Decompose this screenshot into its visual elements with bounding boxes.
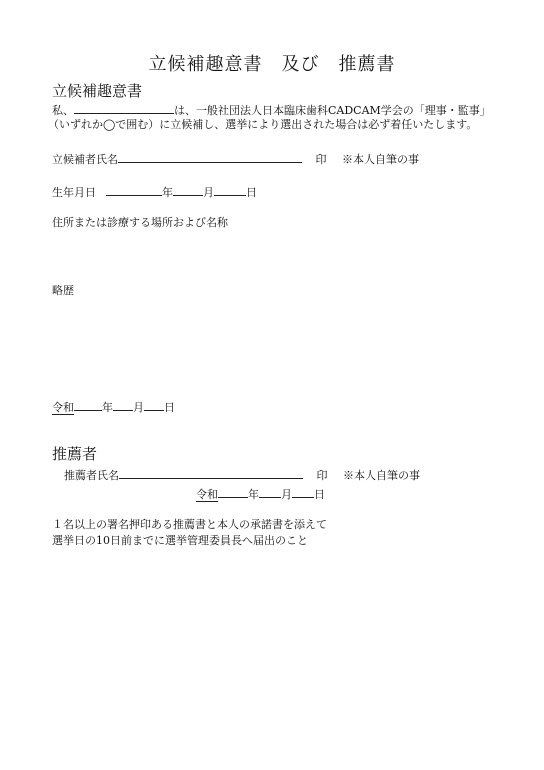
- recommender-name-label: 推薦者氏名: [64, 469, 119, 482]
- intent-year-label: 年: [102, 401, 113, 414]
- document-title: 立候補趣意書 及び 推薦書: [148, 54, 396, 75]
- intent-statement-line1: [52, 101, 491, 118]
- recommender-name-row: [64, 466, 420, 483]
- candidate-name-label: 立候補者氏名: [52, 153, 118, 166]
- intent-day-label: 日: [164, 401, 175, 414]
- recommend-year-label: 年: [248, 488, 259, 501]
- birth-day-label: 日: [246, 186, 257, 199]
- statement-body: は、一般社団法人日本臨床歯科CADCAM学会の「理事・監事」: [174, 104, 491, 117]
- intent-year-field[interactable]: [74, 398, 102, 411]
- statement-prefix: 私、: [52, 104, 74, 117]
- note-line2: 選挙日の10日前までに選挙管理委員長へ届出のこと: [52, 534, 308, 547]
- intent-day-field[interactable]: [144, 398, 164, 411]
- history-label: 略歴: [52, 284, 74, 297]
- intent-month-label: 月: [133, 401, 144, 414]
- recommender-name-field[interactable]: [119, 466, 303, 479]
- seal-mark: 印: [315, 153, 327, 166]
- recommend-year-field[interactable]: [218, 485, 248, 498]
- address-label: 住所または診療する場所および名称: [52, 216, 228, 229]
- recommend-month-field[interactable]: [259, 485, 281, 498]
- recommend-month-label: 月: [281, 488, 292, 501]
- intent-date-row: [52, 398, 175, 415]
- recommend-day-field[interactable]: [292, 485, 314, 498]
- birth-year-field[interactable]: [106, 183, 162, 196]
- recommender-seal-mark: 印: [316, 469, 328, 482]
- seal-note: ※本人自筆の事: [342, 153, 419, 166]
- candidate-name-row: [52, 150, 419, 167]
- intent-heading: 立候補趣意書: [52, 82, 143, 100]
- birthdate-row: [52, 183, 257, 200]
- intent-statement-line2: （いずれか◯で囲む）に立候補し、選挙により選出された場合は必ず着任いたします。: [48, 118, 478, 131]
- intent-month-field[interactable]: [113, 398, 133, 411]
- note-line1: １名以上の署名押印ある推薦書と本人の承諾書を添えて: [52, 518, 327, 531]
- recommend-heading: 推薦者: [52, 445, 98, 463]
- birth-month-label: 月: [203, 186, 214, 199]
- birth-year-label: 年: [162, 186, 173, 199]
- intent-era-label: 令和: [52, 401, 74, 414]
- candidate-name-blank[interactable]: [74, 101, 174, 114]
- recommender-seal-note: ※本人自筆の事: [343, 469, 420, 482]
- recommend-date-row: [196, 485, 325, 502]
- recommend-day-label: 日: [314, 488, 325, 501]
- birthdate-label: 生年月日: [52, 186, 96, 199]
- recommend-era-label: 令和: [196, 488, 218, 501]
- birth-day-field[interactable]: [214, 183, 246, 196]
- birth-month-field[interactable]: [173, 183, 203, 196]
- candidate-name-field[interactable]: [118, 150, 302, 163]
